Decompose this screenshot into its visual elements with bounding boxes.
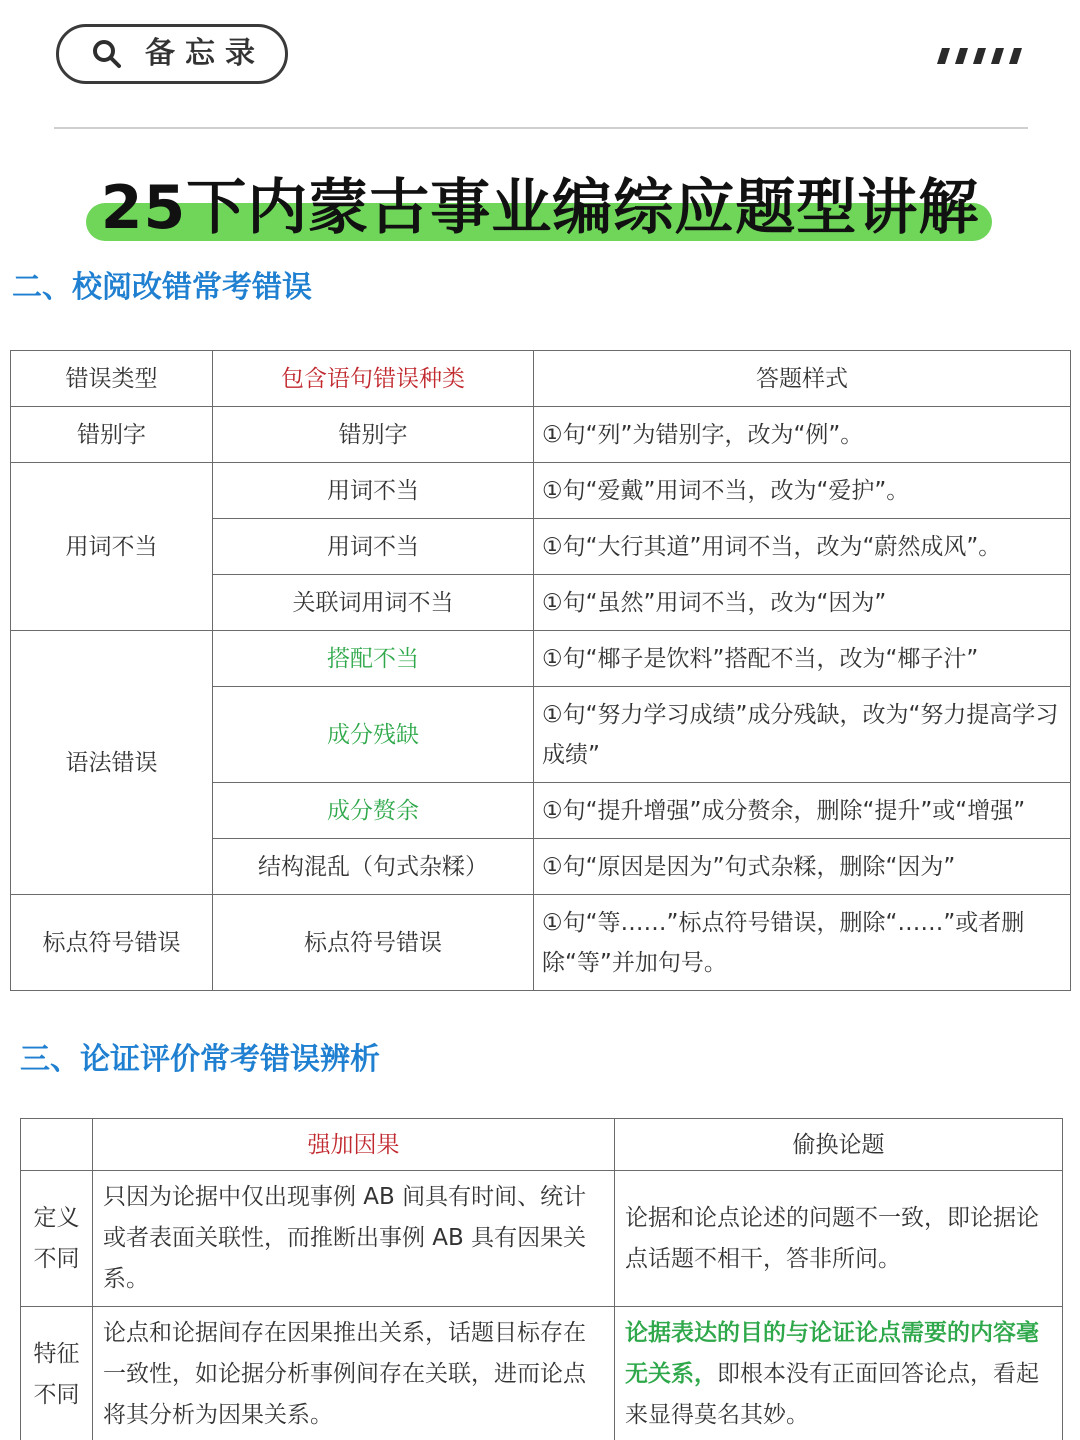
page-title: 25下内蒙古事业编综应题型讲解 (100, 173, 980, 243)
search-label: 备忘录 (145, 36, 265, 71)
error-kind-cell: 用词不当 (213, 463, 534, 519)
error-kind-cell: 标点符号错误 (213, 895, 534, 991)
column-header: 答题样式 (534, 351, 1071, 407)
column-header-empty (21, 1119, 93, 1171)
topic-shift-cell: 论据和论点论述的问题不一致，即论据论点话题不相干，答非所问。 (615, 1171, 1063, 1307)
strained-causality-cell: 只因为论据中仅出现事例 AB 间具有时间、统计或者表面关联性，而推断出事例 AB 具有因果关系。 (93, 1171, 615, 1307)
table-row (11, 895, 1071, 991)
highlight-text: 论据表达的目的与论证论点需要的内容毫无关系， (625, 1320, 1039, 1387)
table-header-row (11, 351, 1071, 407)
answer-cell: ①句“原因是因为”句式杂糅，删除“因为” (534, 839, 1071, 895)
answer-cell: ①句“列”为错别字，改为“例”。 (534, 407, 1071, 463)
error-type-cell: 语法错误 (11, 631, 213, 895)
error-kind-cell: 结构混乱（句式杂糅） (213, 839, 534, 895)
header-divider (54, 127, 1028, 129)
answer-cell: ①句“虽然”用词不当，改为“因为” (534, 575, 1071, 631)
row-label: 定义不同 (21, 1171, 93, 1307)
section-heading-argument: 三、论证评价常考错误辨析 (20, 1042, 380, 1077)
column-header: 包含语句错误种类 (213, 351, 534, 407)
more-dots-icon[interactable] (936, 46, 1028, 66)
strained-causality-cell: 论点和论据间存在因果推出关系，话题目标存在一致性，如论据分析事例间存在关联，进而论点将其分析为因果关系。 (93, 1307, 615, 1440)
search-bar[interactable] (56, 24, 288, 84)
section-heading-proofreading: 二、校阅改错常考错误 (12, 270, 312, 305)
table-row (11, 463, 1071, 519)
table-row (21, 1171, 1063, 1307)
answer-cell: ①句“爱戴”用词不当，改为“爱护”。 (534, 463, 1071, 519)
row-label: 特征不同 (21, 1307, 93, 1440)
answer-cell: ①句“提升增强”成分赘余，删除“提升”或“增强” (534, 783, 1071, 839)
answer-cell: ①句“等……”标点符号错误，删除“……”或者删除“等”并加句号。 (534, 895, 1071, 991)
answer-cell: ①句“大行其道”用词不当，改为“蔚然成风”。 (534, 519, 1071, 575)
column-header: 偷换论题 (615, 1119, 1063, 1171)
topic-shift-cell (615, 1307, 1063, 1440)
table-header-row (21, 1119, 1063, 1171)
error-kind-cell: 成分残缺 (213, 687, 534, 783)
argument-errors-table (20, 1118, 1063, 1440)
column-header: 强加因果 (93, 1119, 615, 1171)
column-header: 错误类型 (11, 351, 213, 407)
search-icon (91, 38, 123, 70)
table-row (11, 407, 1071, 463)
proofreading-errors-table (10, 350, 1071, 991)
error-kind-cell: 错别字 (213, 407, 534, 463)
answer-cell: ①句“努力学习成绩”成分残缺，改为“努力提高学习成绩” (534, 687, 1071, 783)
table-row (11, 631, 1071, 687)
error-type-cell: 标点符号错误 (11, 895, 213, 991)
error-kind-cell: 搭配不当 (213, 631, 534, 687)
answer-cell: ①句“椰子是饮料”搭配不当，改为“椰子汁” (534, 631, 1071, 687)
error-type-cell: 用词不当 (11, 463, 213, 631)
error-kind-cell: 成分赘余 (213, 783, 534, 839)
error-kind-cell: 用词不当 (213, 519, 534, 575)
error-kind-cell: 关联词用词不当 (213, 575, 534, 631)
body-text: 即根本没有正面回答论点，看起来显得莫名其妙。 (625, 1361, 1039, 1428)
table-row (21, 1307, 1063, 1440)
error-type-cell: 错别字 (11, 407, 213, 463)
